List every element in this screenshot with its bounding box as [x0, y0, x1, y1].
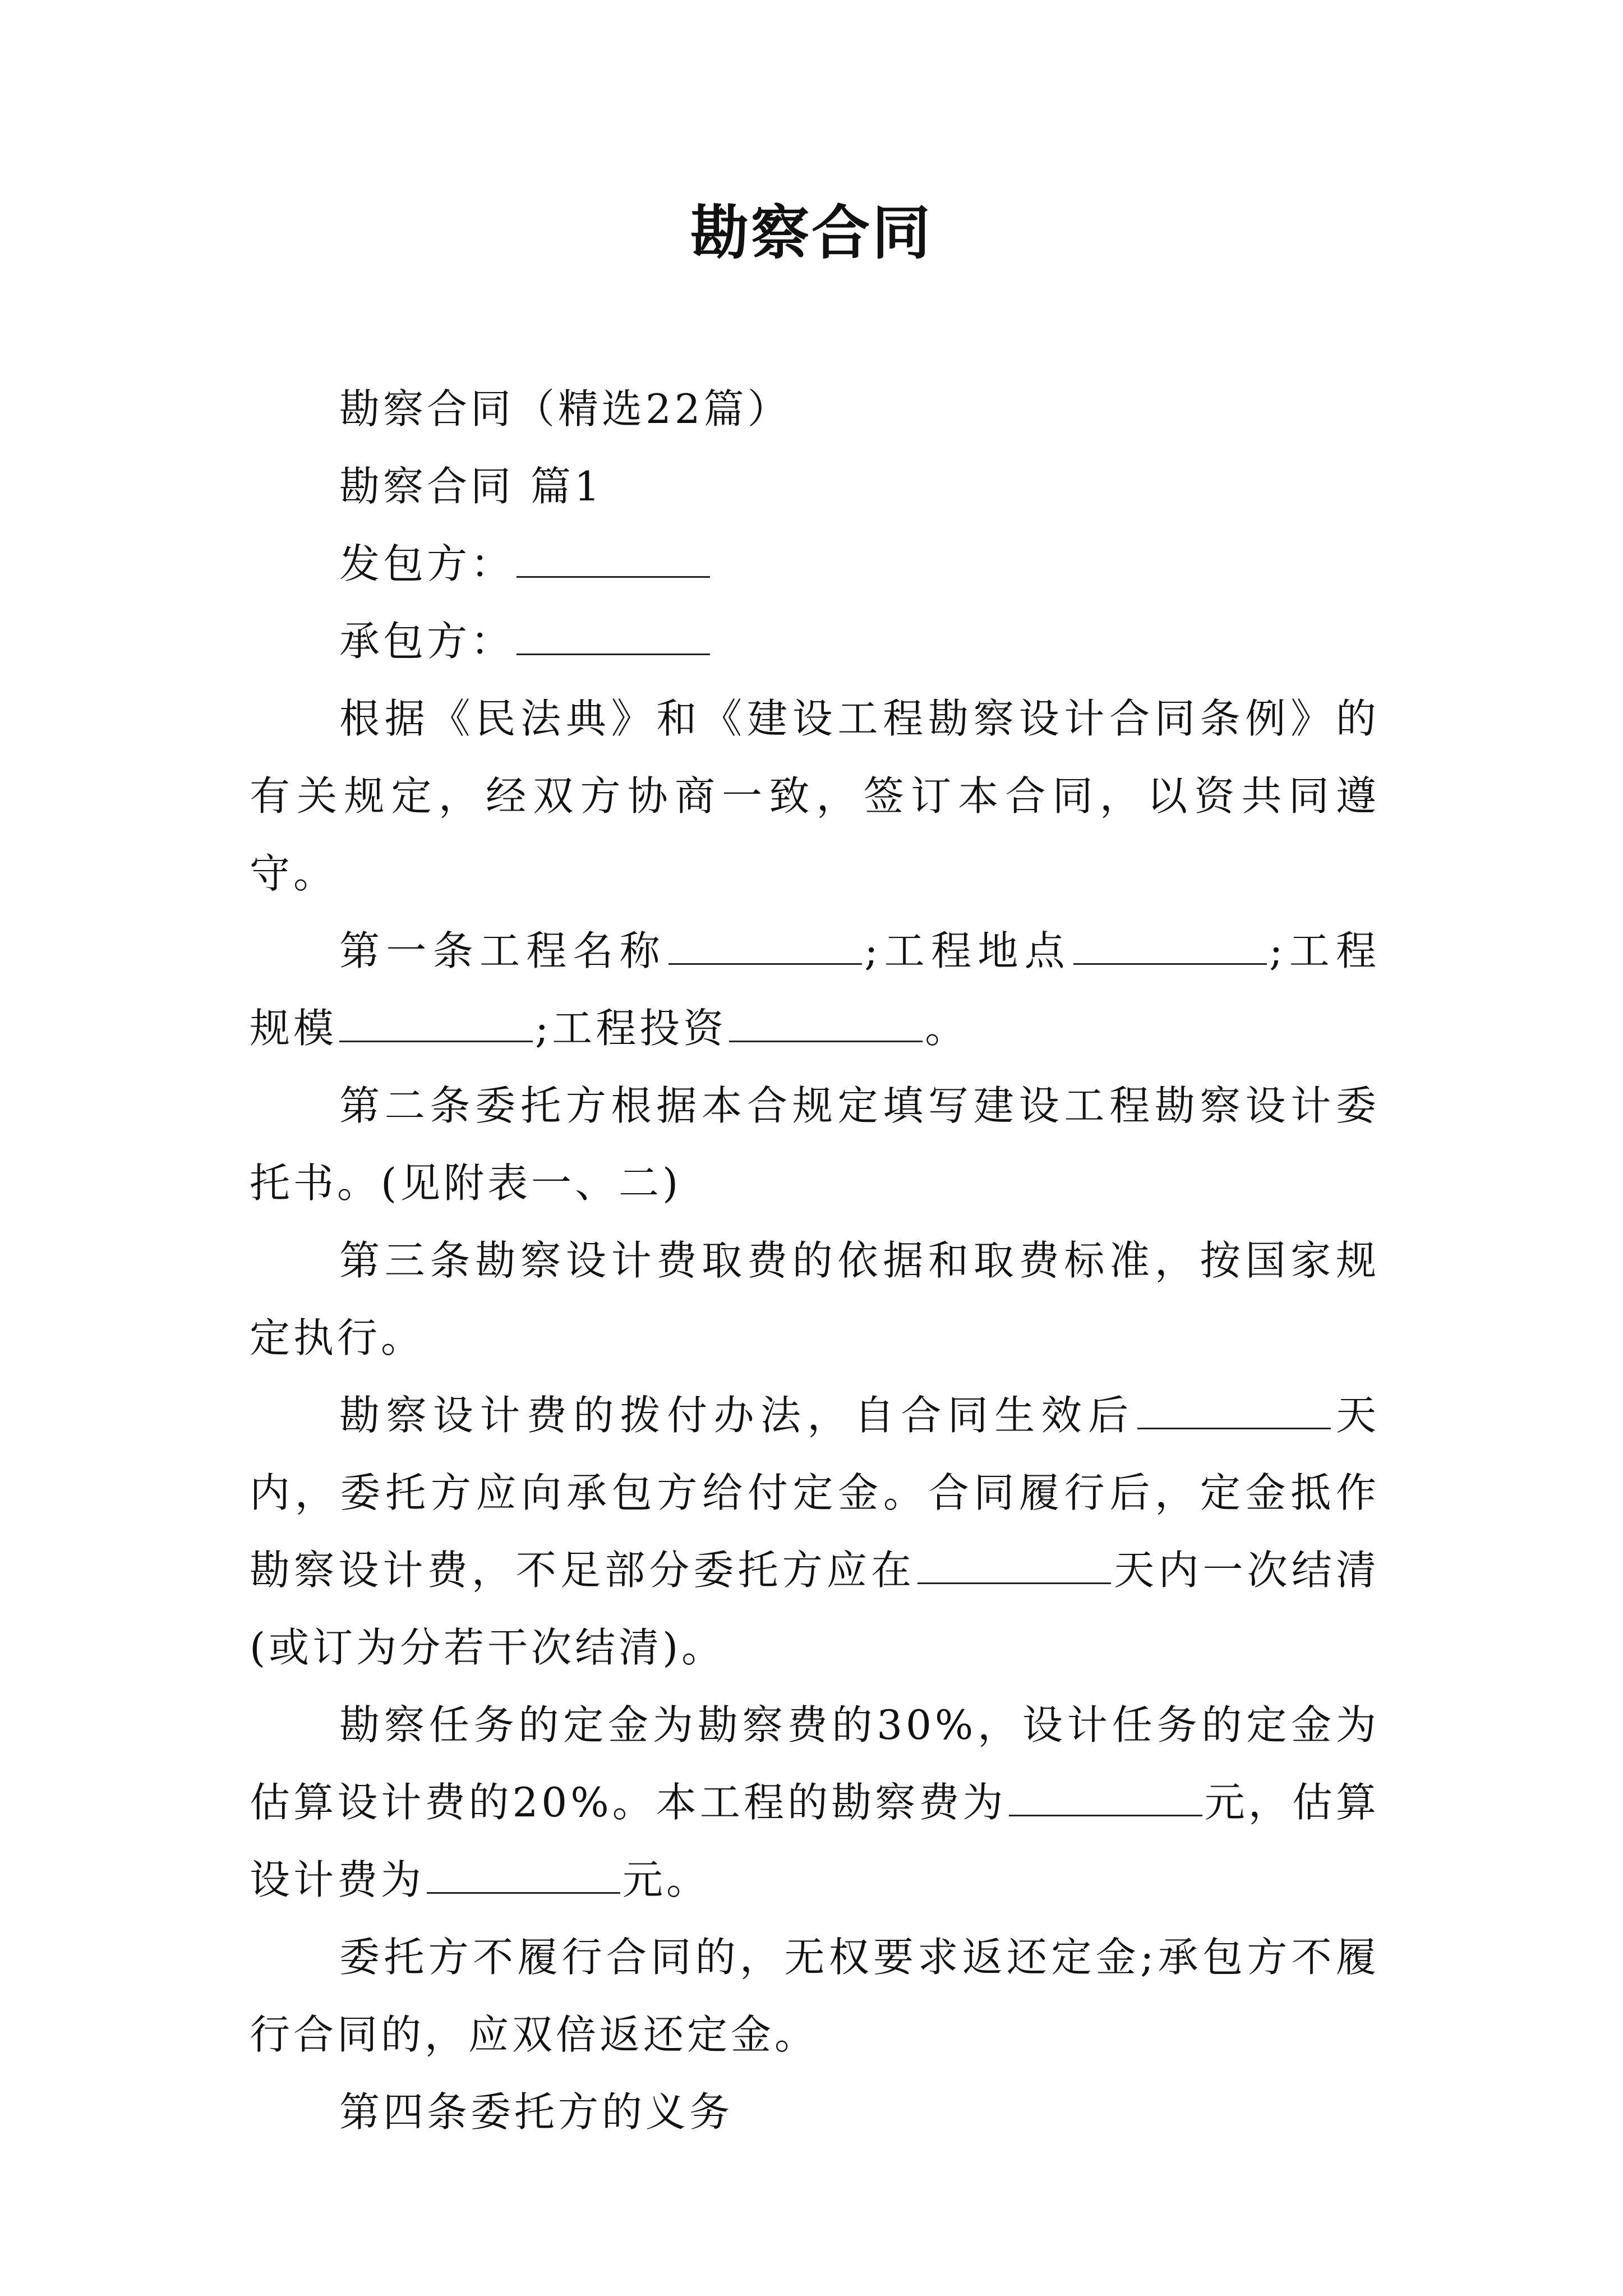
deposit-paragraph: [250, 1686, 1380, 1918]
article-1-text-4: ;工程投资: [535, 1005, 727, 1052]
article-3-paragraph: 第三条勘察设计费取费的依据和取费标准，按国家规定执行。: [250, 1237, 1380, 1361]
deposit-text-2: 元，估算设计费为: [250, 1779, 1380, 1903]
deposit-text-1: 勘察任务的定金为勘察费的30%，设计任务的定金为估算设计费的20%。本工程的勘察费为: [250, 1701, 1380, 1826]
deposit-text-3: 元。: [623, 1856, 711, 1903]
party-a-blank: [517, 576, 710, 578]
project-name-blank: [668, 963, 862, 965]
party-b-label: 承包方：: [339, 618, 515, 665]
payment-text-2: 天内，委托方应向承包方给付定金。合同履行后，定金抵作勘察设计费，不足部分委托方应在: [250, 1392, 1380, 1594]
project-scale-blank: [339, 1040, 533, 1042]
article-1-text-3: ;工程规模: [250, 927, 1380, 1052]
subtitle-line: 勘察合同（精选22篇）: [339, 385, 791, 432]
intro-paragraph: 根据《民法典》和《建设工程勘察设计合同条例》的有关规定，经双方协商一致，签订本合同，以资共同遵守。: [250, 695, 1380, 897]
article-1-paragraph: [250, 912, 1380, 1067]
article-1-text-5: 。: [925, 1005, 969, 1052]
project-investment-blank: [729, 1040, 923, 1042]
payment-paragraph: [250, 1377, 1380, 1686]
payment-text-1: 勘察设计费的拨付办法，自合同生效后: [339, 1392, 1135, 1439]
payment-text-3: 天内一次结清(或订为分若干次结清)。: [250, 1547, 1380, 1671]
party-a-label: 发包方：: [339, 540, 515, 587]
article-4-heading: 第四条委托方的义务: [339, 2088, 734, 2136]
party-b-blank: [517, 653, 710, 655]
breach-paragraph: 委托方不履行合同的，无权要求返还定金;承包方不履行合同的，应双倍返还定金。: [250, 1934, 1380, 2058]
payment-days-blank: [1137, 1427, 1331, 1429]
section-heading: 勘察合同 篇1: [339, 463, 603, 510]
settlement-days-blank: [917, 1582, 1111, 1584]
design-fee-blank: [427, 1892, 620, 1894]
survey-fee-blank: [1009, 1814, 1202, 1816]
article-1-text-2: ;工程地点: [864, 927, 1072, 974]
article-1-text-1: 第一条工程名称: [339, 927, 667, 974]
article-2-paragraph: 第二条委托方根据本合规定填写建设工程勘察设计委托书。(见附表一、二): [250, 1082, 1380, 1207]
document-body: [250, 370, 1380, 2151]
party-a-line: [250, 525, 1380, 602]
document-title: 勘察合同: [690, 198, 933, 267]
project-location-blank: [1073, 963, 1267, 965]
party-b-line: [250, 602, 1380, 680]
